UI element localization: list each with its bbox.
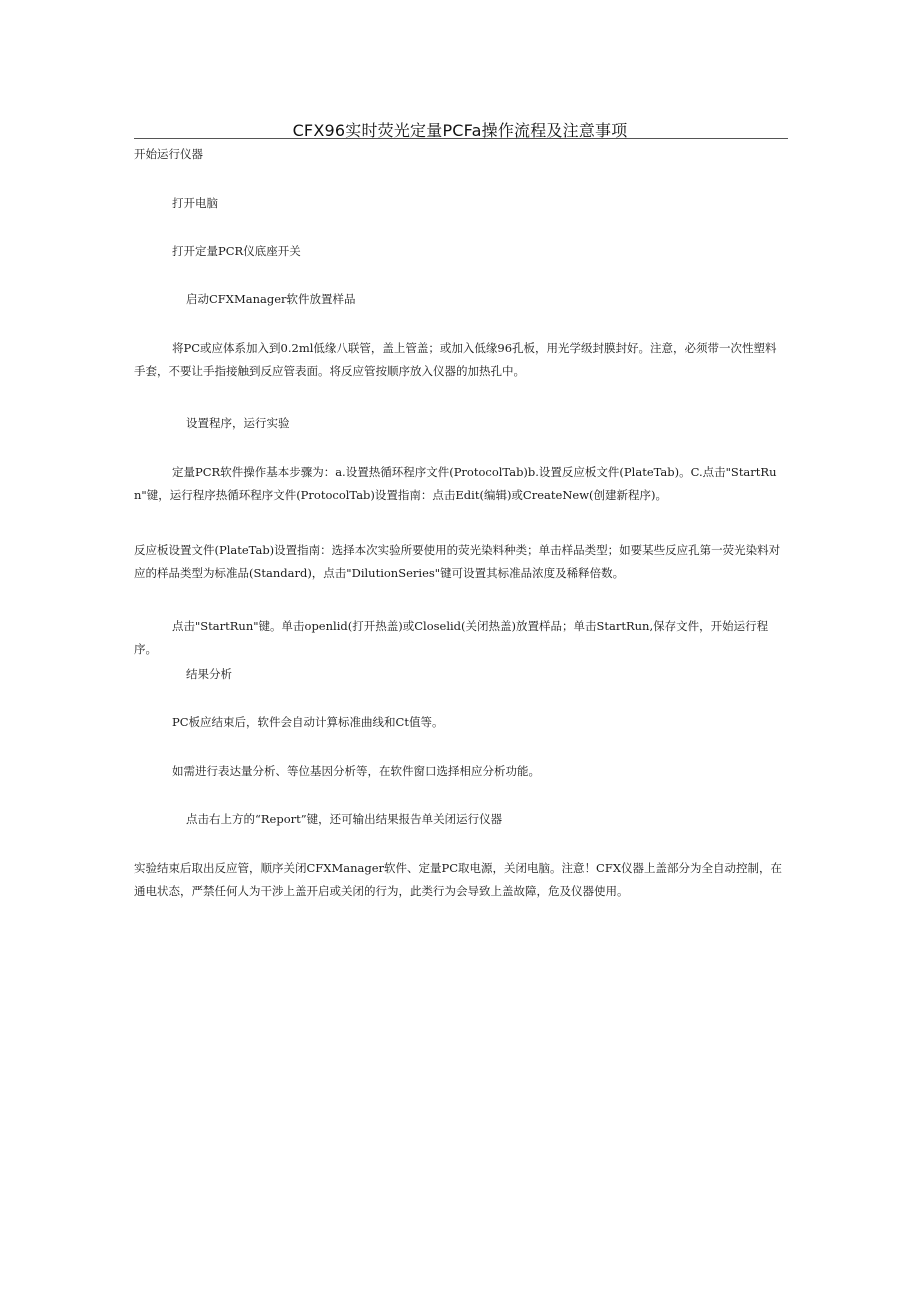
paragraph-set-program: 设置程序，运行实验 [186, 416, 290, 430]
paragraph-auto-calc: PC板应结束后，软件会自动计算标准曲线和Ct值等。 [172, 715, 444, 729]
title-underline [134, 138, 788, 139]
paragraph-shutdown-notice: 实验结束后取出反应管，顺序关闭CFXManager软件、定量PC取电源，关闭电脑。注意！CFX仪器上盖部分为全自动控制，在通电状态，严禁任何人为干涉上盖开启或关闭的行为，此类行为会导致上盖故障，危及仪器使用。 [134, 861, 783, 898]
paragraph-turn-on-computer: 打开电脑 [172, 196, 218, 210]
paragraph-start-run: 点击"StartRun"键。单击openlid(打开热盖)或Closelid(关闭热盖)放置样品；单击StartRun,保存文件，开始运行程序。 [134, 619, 769, 656]
paragraph-report: 点击右上方的“Report”键，还可输出结果报告单关闭运行仪器 [186, 812, 503, 826]
paragraph-start-instrument: 开始运行仪器 [134, 147, 203, 161]
document-title: CFX96实时荧光定量PCFa操作流程及注意事项 [292, 121, 628, 140]
paragraph-plate-setup: 反应板设置文件(PlateTab)设置指南：选择本次实验所要使用的荧光染料种类；单击样品类型；如要某些反应孔第一荧光染料对应的样品类型为标准品(Standard)，点击"DilutionSeries"键可设置其标准品浓度及稀释倍数。 [134, 543, 781, 580]
paragraph-load-samples: 将PC或应体系加入到0.2ml低缘八联管，盖上管盖；或加入低缘96孔板，用光学级封膜封好。注意，必须带一次性塑料手套，不要让手指接触到反应管表面。将反应管按顺序放入仪器的加热孔中。 [134, 341, 777, 378]
paragraph-software-steps: 定量PCR软件操作基本步骤为：a.设置热循环程序文件(ProtocolTab)b.设置反应板文件(PlateTab)。C.点击"StartRun"键，运行程序热循环程序文件(ProtocolTab)设置指南：点击Edit(编辑)或CreateNew(创建新程序)。 [134, 465, 777, 502]
paragraph-start-software: 启动CFXManager软件放置样品 [186, 292, 356, 306]
paragraph-expression-analysis: 如需进行表达量分析、等位基因分析等，在软件窗口选择相应分析功能。 [172, 764, 540, 778]
paragraph-results-analysis: 结果分析 [186, 667, 232, 681]
paragraph-turn-on-base-switch: 打开定量PCR仪底座开关 [172, 244, 301, 258]
